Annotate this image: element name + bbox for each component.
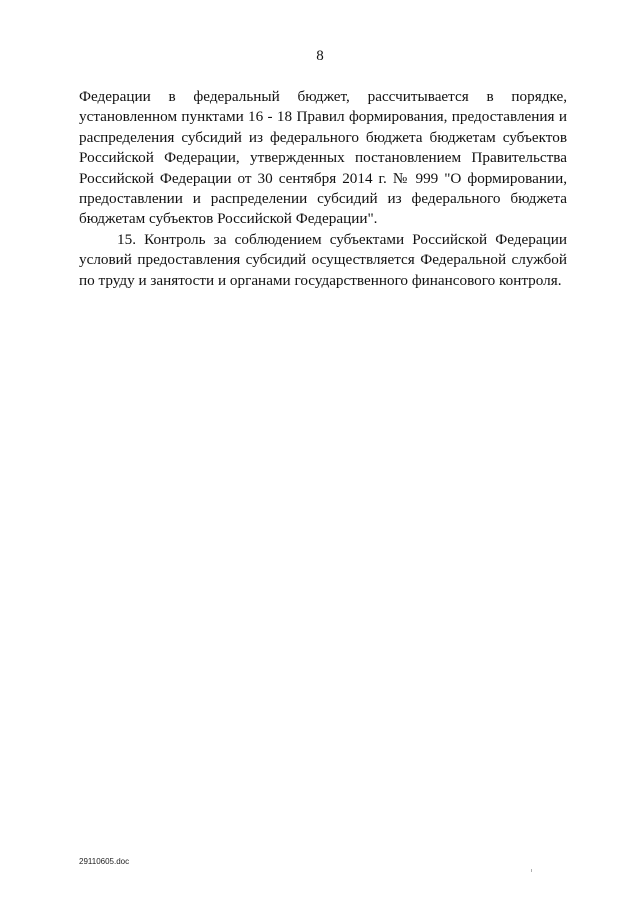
text-line: Российской Федерации, утвержденных постановлением Правительства (79, 149, 567, 167)
text-line: по труду и занятости и органами государственного финансового контроля. (79, 271, 562, 289)
text-line: 15. Контроль за соблюдением субъектами Российской Федерации (117, 230, 567, 248)
paragraph-funding-calculation (79, 87, 567, 230)
text-line: бюджетам субъектов Российской Федерации". (79, 210, 378, 228)
paragraph-control-clause-15 (79, 230, 567, 291)
text-line: установленном пунктами 16 - 18 Правил формирования, предоставления и (79, 108, 567, 126)
text-line: распределения субсидий из федерального бюджета бюджетам субъектов (79, 128, 567, 146)
document-body (79, 87, 567, 291)
text-line: Российской Федерации от 30 сентября 2014 г. № 999 "О формировании, (79, 169, 567, 187)
text-line: условий предоставления субсидий осуществляется Федеральной службой (79, 251, 567, 269)
text-line: предоставлении и распределении субсидий из федерального бюджета (79, 189, 567, 207)
footer-file-name: 29110605.doc (79, 857, 130, 866)
page-number: 8 (316, 48, 324, 64)
scan-mark (531, 869, 532, 872)
text-line: Федерации в федеральный бюджет, рассчитывается в порядке, (79, 88, 567, 105)
